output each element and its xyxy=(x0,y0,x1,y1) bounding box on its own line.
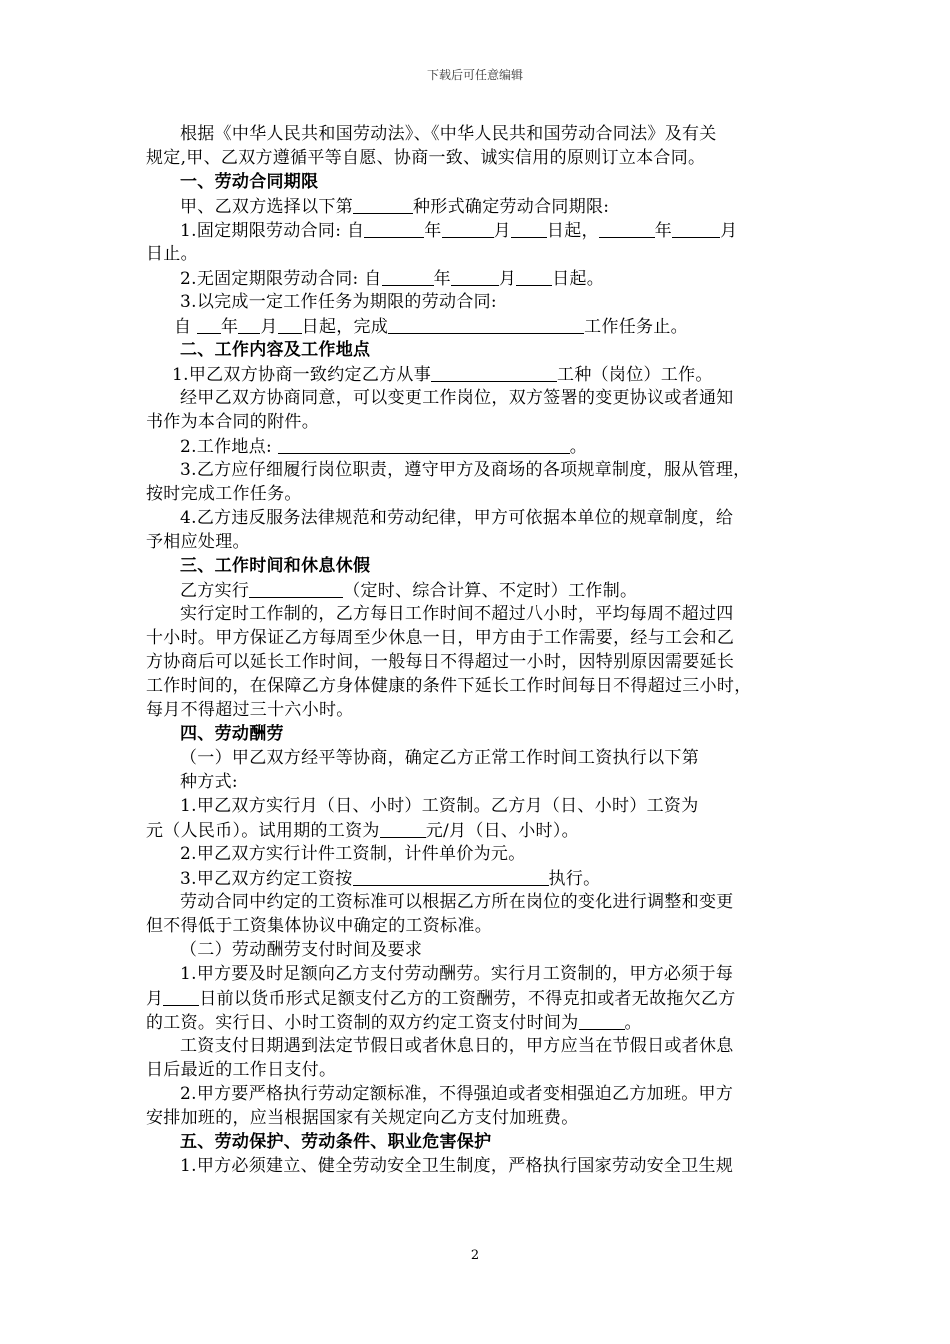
paragraph-line: 日止。 xyxy=(146,244,198,264)
text-segment: 年 xyxy=(424,221,442,241)
paragraph-line: 2.甲方要严格执行劳动定额标准，不得强迫或者变相强迫乙方加班。甲方 xyxy=(180,1084,734,1104)
text-segment: 月 xyxy=(260,317,278,337)
blank-field[interactable] xyxy=(672,220,720,238)
text-segment: 日起。 xyxy=(552,269,605,289)
paragraph-line xyxy=(146,196,810,220)
paragraph-line: 2.甲乙双方实行计件工资制，计件单价为元。 xyxy=(180,844,526,864)
paragraph-line xyxy=(146,220,810,244)
text-segment: 执行。 xyxy=(548,869,601,889)
paragraph-line xyxy=(146,820,810,844)
paragraph-line: 工作时间的，在保障乙方身体健康的条件下延长工作时间每日不得超过三小时， xyxy=(146,676,752,696)
text-segment: 日起， xyxy=(546,221,599,241)
section-heading: 三、工作时间和休息休假 xyxy=(180,556,371,576)
text-segment: 2.无固定期限劳动合同: 自 xyxy=(180,269,382,289)
paragraph-line: 种方式: xyxy=(180,772,238,792)
blank-field[interactable] xyxy=(278,316,302,334)
text-segment: 乙方实行 xyxy=(180,581,250,601)
paragraph-line xyxy=(146,316,810,340)
blank-field[interactable] xyxy=(579,1012,625,1030)
paragraph-line: 安排加班的，应当根据国家有关规定向乙方支付加班费。 xyxy=(146,1108,579,1128)
blank-field[interactable] xyxy=(278,436,570,454)
paragraph-line: 按时完成工作任务。 xyxy=(146,484,302,504)
page-header: 下载后可任意编辑 xyxy=(426,68,523,82)
text-segment: 日前以货币形式足额支付乙方的工资酬劳，不得克扣或者无故拖欠乙方 xyxy=(199,989,736,1009)
contract-body xyxy=(146,124,810,1180)
section-heading: 二、工作内容及工作地点 xyxy=(180,340,371,360)
paragraph-line: 3.以完成一定工作任务为期限的劳动合同: xyxy=(180,292,497,312)
paragraph-line xyxy=(146,580,810,604)
page-number: 2 xyxy=(470,1248,480,1263)
blank-field[interactable] xyxy=(451,268,499,286)
text-segment: 工种（岗位）工作。 xyxy=(557,365,713,385)
text-segment: 年 xyxy=(654,221,673,241)
blank-field[interactable] xyxy=(353,868,549,886)
text-segment: 月 xyxy=(498,269,517,289)
paragraph-line xyxy=(146,1012,810,1036)
text-segment: 年 xyxy=(221,317,239,337)
paragraph-line: 根据《中华人民共和国劳动法》、《中华人民共和国劳动合同法》及有关 xyxy=(180,124,717,144)
text-segment: 日起，完成 xyxy=(301,317,389,337)
section-heading: 四、劳动酬劳 xyxy=(180,724,284,744)
paragraph-line: 日后最近的工作日支付。 xyxy=(146,1060,337,1080)
blank-field[interactable] xyxy=(238,316,260,334)
text-segment: 1.固定期限劳动合同: 自 xyxy=(180,221,365,241)
section-heading: 五、劳动保护、劳动条件、职业危害保护 xyxy=(180,1132,492,1152)
paragraph-line: （一）甲乙双方经平等协商，确定乙方正常工作时间工资执行以下第 xyxy=(180,748,699,768)
paragraph-line xyxy=(146,364,810,388)
paragraph-line: 1.甲方必须建立、健全劳动安全卫生制度，严格执行国家劳动安全卫生规 xyxy=(180,1156,734,1176)
text-segment: 。 xyxy=(624,1013,642,1033)
text-segment: 月 xyxy=(146,989,164,1009)
paragraph-line: 1.甲乙双方实行月（日、小时）工资制。乙方月（日、小时）工资为 xyxy=(180,796,699,816)
blank-field[interactable] xyxy=(388,316,584,334)
paragraph-line: 工资支付日期遇到法定节假日或者休息日的，甲方应当在节假日或者休息 xyxy=(180,1036,734,1056)
paragraph-line: 每月不得超过三十六小时。 xyxy=(146,700,354,720)
text-segment: 工作任务止。 xyxy=(584,317,688,337)
blank-field[interactable] xyxy=(442,220,494,238)
blank-field[interactable] xyxy=(249,580,343,598)
paragraph-line: 经甲乙双方协商同意，可以变更工作岗位，双方签署的变更协议或者通知 xyxy=(180,388,734,408)
paragraph-line xyxy=(146,436,810,460)
text-segment: 的工资。实行日、小时工资制的双方约定工资支付时间为 xyxy=(146,1013,579,1033)
blank-field[interactable] xyxy=(516,268,552,286)
paragraph-line: 规定,甲、乙双方遵循平等自愿、协商一致、诚实信用的原则订立本合同。 xyxy=(146,148,706,168)
text-segment: （定时、综合计算、不定时）工作制。 xyxy=(343,581,638,601)
blank-field[interactable] xyxy=(380,820,426,838)
text-segment: 。 xyxy=(569,437,588,457)
paragraph-line: 1.甲方要及时足额向乙方支付劳动酬劳。实行月工资制的，甲方必须于每 xyxy=(180,964,734,984)
text-segment: 1.甲乙双方协商一致约定乙方从事 xyxy=(172,365,432,385)
text-segment: 年 xyxy=(433,269,451,289)
text-segment: 月 xyxy=(720,221,738,241)
text-segment: 种形式确定劳动合同期限: xyxy=(413,197,610,217)
blank-field[interactable] xyxy=(431,364,557,382)
blank-field[interactable] xyxy=(197,316,221,334)
paragraph-line xyxy=(146,268,810,292)
paragraph-line: 予相应处理。 xyxy=(146,532,250,552)
paragraph-line: 书作为本合同的附件。 xyxy=(146,412,319,432)
blank-field[interactable] xyxy=(353,196,413,214)
text-segment: 月 xyxy=(493,221,511,241)
text-segment: 元（人民币）。试用期的工资为 xyxy=(146,821,380,841)
text-segment: 元/月（日、小时）。 xyxy=(425,821,579,841)
paragraph-line xyxy=(146,868,810,892)
blank-field[interactable] xyxy=(382,268,434,286)
paragraph-line: 劳动合同中约定的工资标准可以根据乙方所在岗位的变化进行调整和变更 xyxy=(180,892,734,912)
paragraph-line: 十小时。甲方保证乙方每周至少休息一日，甲方由于工作需要，经与工会和乙 xyxy=(146,628,735,648)
paragraph-line: 但不得低于工资集体协议中确定的工资标准。 xyxy=(146,916,492,936)
blank-field[interactable] xyxy=(511,220,547,238)
paragraph-line: 方协商后可以延长工作时间，一般每日不得超过一小时，因特别原因需要延长 xyxy=(146,652,735,672)
text-segment: 2.工作地点: xyxy=(180,437,273,457)
paragraph-line: 3.乙方应仔细履行岗位职责，遵守甲方及商场的各项规章制度，服从管理， xyxy=(180,460,751,480)
paragraph-line: 实行定时工作制的，乙方每日工作时间不超过八小时，平均每周不超过四 xyxy=(180,604,734,624)
paragraph-line xyxy=(146,988,810,1012)
section-heading: 一、劳动合同期限 xyxy=(180,172,319,192)
blank-field[interactable] xyxy=(163,988,199,1006)
blank-field[interactable] xyxy=(599,220,655,238)
text-segment: 自 xyxy=(174,317,192,337)
blank-field[interactable] xyxy=(364,220,424,238)
text-segment: 甲、乙双方选择以下第 xyxy=(180,197,353,217)
paragraph-line: （二）劳动酬劳支付时间及要求 xyxy=(180,940,423,960)
text-segment: 3.甲乙双方约定工资按 xyxy=(180,869,353,889)
paragraph-line: 4.乙方违反服务法律规范和劳动纪律，甲方可依据本单位的规章制度，给 xyxy=(180,508,734,528)
